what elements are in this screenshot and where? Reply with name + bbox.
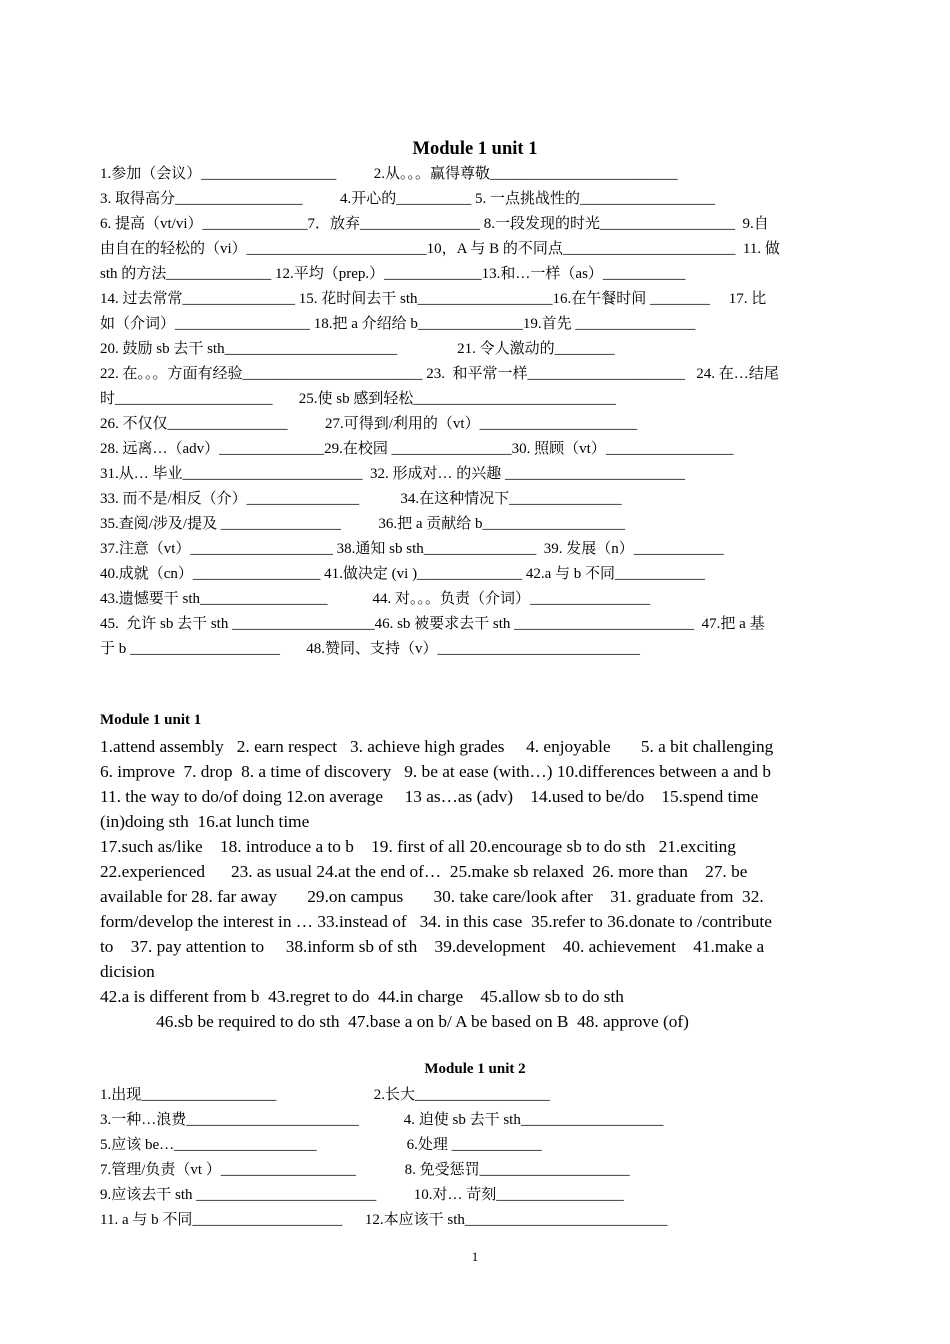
exercise-line: 1.出现__________________ 2.长大__________________ [100,1087,551,1103]
exercise-line: 如（介词）__________________ 18.把 a 介绍给 b______________19.首先 ________________ [100,316,696,332]
exercise-line: 45. 允许 sb 去干 sth ___________________46. sb 被要求去干 sth ________________________ 47.把 a 基 [100,616,765,632]
exercise-line: 9.应该去干 sth ________________________ 10.对… 苛刻_________________ [100,1187,624,1203]
exercise-line: 11. a 与 b 不同____________________ 12.本应该干 sth___________________________ [100,1212,668,1228]
exercise-line: 由自在的轻松的（vi）________________________10，A 与 B 的不同点_______________________ 11. 做 [100,241,780,257]
answer-line: 42.a is different from b 43.regret to do 44.in charge 45.allow sb to do sth [100,987,624,1006]
exercise-line: 7.管理/负责（vt ）__________________ 8. 免受惩罚____________________ [100,1162,630,1178]
exercise-line: 22. 在。。。方面有经验________________________ 23. 和平常一样_____________________ 24. 在…结尾 [100,366,779,382]
answer-line: 11. the way to do/of doing 12.on average 13 as…as (adv) 14.used to be/do 15.spend time [100,787,759,806]
exercise-line: 时_____________________ 25.使 sb 感到轻松___________________________ [100,391,616,407]
answer-line: 1.attend assembly 2. earn respect 3. achieve high grades 4. enjoyable 5. a bit challenging [100,737,774,756]
answer-line: available for 28. far away 29.on campus 30. take care/look after 31. graduate from 32. [100,887,764,906]
exercise-line: 于 b ____________________ 48.赞同、支持（v）___________________________ [100,641,641,657]
section-title-unit1-answers: Module 1 unit 1 [100,712,202,728]
answer-line: 17.such as/like 18. introduce a to b 19. first of all 20.encourage sb to do sth 21.exciting [100,837,736,856]
exercise-line: 40.成就（cn）_________________ 41.做决定 (vi )______________ 42.a 与 b 不同____________ [100,566,705,582]
section-title-unit2-exercise: Module 1 unit 2 [424,1061,526,1077]
answer-line: form/develop the interest in … 33.instead of 34. in this case 35.refer to 36.donate to /contribute [100,912,772,931]
exercise-line: 43.遗憾要干 sth_________________ 44. 对。。。负责（介词）________________ [100,591,651,607]
exercise-line: sth 的方法______________ 12.平均（prep.）_____________13.和…一样（as）___________ [100,266,686,282]
exercise-line: 20. 鼓励 sb 去干 sth_______________________ 21. 令人激动的________ [100,341,615,357]
exercise-line: 14. 过去常常_______________ 15. 花时间去干 sth__________________16.在午餐时间 ________ 17. 比 [100,291,767,307]
exercise-line: 35.查阅/涉及/提及 ________________ 36.把 a 贡献给 b___________________ [100,516,625,532]
answer-line: to 37. pay attention to 38.inform sb of sth 39.development 40. achievement 41.make a [100,937,765,956]
answer-line: (in)doing sth 16.at lunch time [100,812,310,831]
page-number: 1 [471,1249,479,1264]
answer-line: 22.experienced 23. as usual 24.at the end of… 25.make sb relaxed 26. more than 27. be [100,862,748,881]
answer-line: 46.sb be required to do sth 47.base a on b/ A be based on B 48. approve (of) [100,1012,689,1031]
exercise-line: 28. 远离…（adv）______________29.在校园 ________________30. 照顾（vt）_________________ [100,441,734,457]
exercise-line: 26. 不仅仅________________ 27.可得到/利用的（vt）_____________________ [100,416,638,432]
section-title-unit1-exercise: Module 1 unit 1 [412,139,538,159]
exercise-line: 6. 提高（vt/vi）______________7．放弃________________ 8.一段发现的时光__________________ 9.自 [100,216,769,232]
exercise-line: 33. 而不是/相反（介）_______________ 34.在这种情况下_______________ [100,491,622,507]
exercise-line: 1.参加（会议）__________________ 2.从。。。赢得尊敬_________________________ [100,166,678,182]
exercise-line: 3. 取得高分_________________ 4.开心的__________ 5. 一点挑战性的__________________ [100,191,716,207]
answer-line: 6. improve 7. drop 8. a time of discovery 9. be at ease (with…) 10.differences between a and b [100,762,772,781]
exercise-line: 37.注意（vt）___________________ 38.通知 sb sth_______________ 39. 发展（n）____________ [100,541,724,557]
exercise-line: 5.应该 be…___________________ 6.处理 ____________ [100,1137,542,1153]
exercise-line: 31.从… 毕业________________________ 32. 形成对… 的兴趣 ________________________ [100,466,686,482]
answer-line: dicision [100,962,155,981]
exercise-line: 3.一种…浪费_______________________ 4. 迫使 sb 去干 sth___________________ [100,1112,664,1128]
